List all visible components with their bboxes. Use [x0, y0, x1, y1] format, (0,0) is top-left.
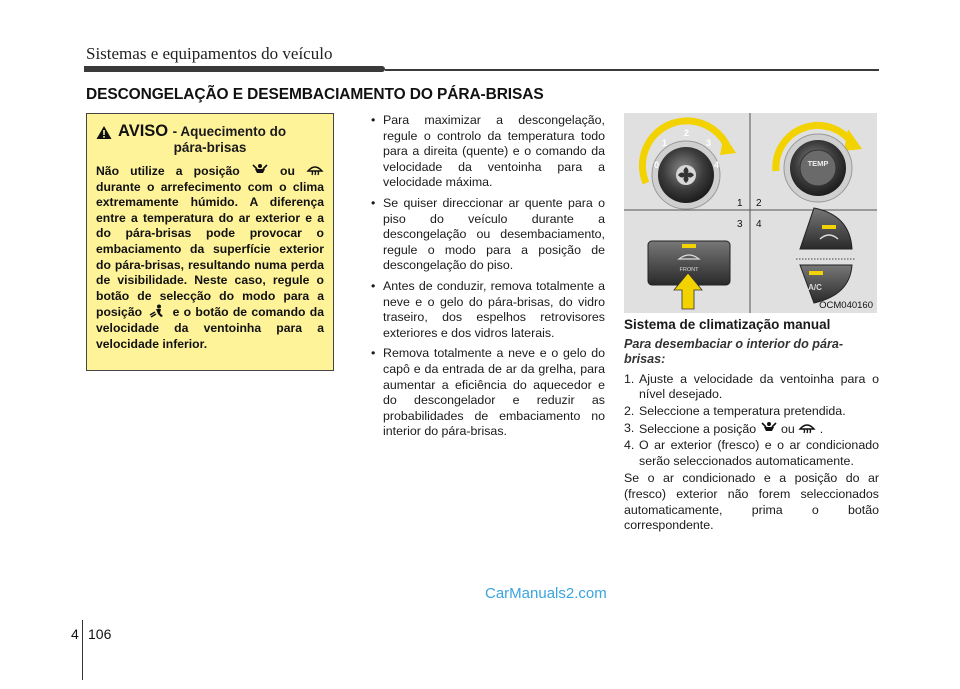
step-text-or: ou	[781, 421, 795, 436]
floor-mode-icon	[146, 304, 168, 318]
list-item	[624, 372, 879, 403]
step-number: 3.	[624, 420, 635, 435]
warning-subtitle-line2: pára-brisas	[173, 140, 247, 155]
chapter-number: 4	[71, 626, 79, 642]
list-item	[624, 438, 879, 469]
warning-text-or: ou	[280, 164, 295, 178]
quadrant-label: 4	[756, 219, 762, 230]
quadrant-label: 3	[737, 219, 743, 230]
warning-header	[96, 122, 324, 141]
list-item: • Se quiser direccionar ar quente para o piso do veículo durante a descongelação ou desembaciamento, regule o modo para a posição de descongelação do piso.	[370, 196, 605, 274]
warning-text-part3: e o botão de comando da velocidade da ventoinha para a velocidade inferior.	[96, 305, 324, 351]
quadrant-label: 2	[756, 198, 762, 209]
fan-speed-label: 4	[714, 160, 720, 170]
warning-title: AVISO	[118, 122, 169, 140]
warning-text-part2: durante o arrefecimento com o clima extremamente húmido. A diferença entre a temperatura do ar exterior e a do pára-brisas pode provocar o embaciamento da superfície exterior do pára-brisas, resultando numa perda de visibilidade. Neste caso, regule o botão de selecção do modo para a posição	[96, 179, 324, 320]
figure-caption: OCM040160	[819, 300, 873, 311]
fan-speed-label: 3	[706, 138, 712, 148]
section-title: DESCONGELAÇÃO E DESEMBACIAMENTO DO PÁRA-BRISAS	[86, 86, 544, 103]
manual-climate-section	[624, 317, 879, 534]
fan-speed-label: 2	[684, 128, 690, 138]
list-item	[624, 421, 879, 438]
warning-subtitle: - Aquecimento do	[172, 124, 287, 139]
step-number: 1.	[624, 371, 635, 386]
climate-control-figure	[624, 113, 877, 313]
ac-button-label: A/C	[808, 283, 822, 292]
page-number: 106	[88, 626, 112, 642]
fan-speed-label: 1	[662, 138, 668, 148]
quadrant-label: 1	[737, 198, 743, 209]
fan-speed-label: 0	[654, 160, 660, 170]
bullet-list	[370, 113, 605, 445]
step-text-end: .	[819, 421, 824, 436]
list-item: • Para maximizar a descongelação, regule o controlo da temperatura todo para a direita (quente) e o comando da velocidade da ventoinha para a velocidade máxima.	[370, 113, 605, 191]
warning-box	[86, 113, 334, 371]
step-number: 4.	[624, 438, 635, 453]
header-bar	[84, 66, 385, 72]
floor-defrost-mode-icon	[251, 163, 269, 177]
front-defrost-label: FRONT	[679, 267, 699, 273]
warning-text-part1: Não utilize a posição	[96, 164, 240, 178]
floor-defrost-mode-icon	[760, 421, 778, 435]
list-item	[624, 404, 879, 420]
step-text: O ar exterior (fresco) e o ar condicionado serão seleccionados automaticamente.	[639, 438, 879, 468]
manual-note: Se o ar condicionado e a posição do ar (fresco) exterior não forem seleccionados automaticamente, prima o botão correspondente.	[624, 471, 879, 533]
chapter-title: Sistemas e equipamentos do veículo	[86, 44, 333, 63]
step-text: Seleccione a temperatura pretendida.	[639, 403, 846, 418]
windshield-defrost-icon	[798, 421, 816, 435]
list-item: • Remova totalmente a neve e o gelo do capô e da entrada de ar da grelha, para aumentar a eficiência do aquecedor e do descongelador e reduzir as probabilidades de embaciamento no interior do pára-brisas.	[370, 346, 605, 440]
warning-text	[96, 163, 324, 352]
list-item: • Antes de conduzir, remova totalmente a neve e o gelo do pára-brisas, do vidro traseiro, dos espelhos retrovisores exteriores e dos vidros laterais.	[370, 279, 605, 341]
manual-title: Sistema de climatização manual	[624, 317, 831, 332]
step-number: 2.	[624, 403, 635, 418]
step-text: Ajuste a velocidade da ventoinha para o nível desejado.	[639, 371, 879, 402]
temp-knob-label: TEMP	[807, 159, 829, 168]
header-rule	[385, 69, 879, 71]
climate-control-illustration	[624, 113, 877, 313]
manual-subtitle: Para desembaciar o interior do pára-brisas:	[624, 336, 844, 367]
watermark-link[interactable]: CarManuals2.com	[485, 585, 607, 602]
footer-separator	[82, 620, 83, 680]
step-text: Seleccione a posição	[639, 421, 757, 436]
warning-triangle-icon	[96, 125, 112, 140]
windshield-defrost-icon	[306, 163, 324, 177]
